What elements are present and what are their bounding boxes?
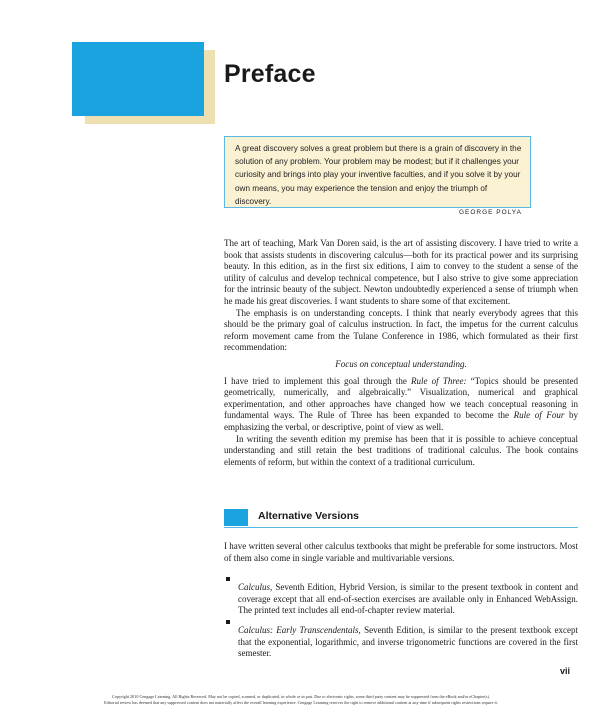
bullet-icon [226, 620, 230, 624]
section-intro [224, 541, 578, 564]
rule-of-three: Rule of Three: [410, 375, 467, 386]
paragraph-3-b: “Topics should be presented geometrically, numerically, and algebraically.” Visualization, numerical and graphical experimentation, and other approaches have changed how we teach conceptual reasoning in fundamental ways. The Rule of Three has been expanded to become the [224, 375, 579, 421]
section-intro-text: I have written several other calculus textbooks that might be preferable for some instructors. Most of them also come in single variable and multivariable versions. [224, 541, 578, 563]
epigraph-author: GEORGE POLYA [458, 209, 522, 217]
list-item-title: Calculus: Early Transcendentals, [238, 625, 361, 635]
section-rule [224, 527, 578, 528]
footer-line-2: Editorial review has deemed that any suppressed content does not materially affect the overall learning experience. Cengage Learning reserves the right to remove additional content at any time if subsequent rights restrictions require it. [104, 700, 498, 705]
rule-of-four: Rule of Four [513, 410, 565, 421]
section-heading: Alternative Versions [258, 510, 359, 522]
page-title: Preface [224, 60, 316, 88]
epigraph-box [224, 136, 531, 217]
paragraph-1: The art of teaching, Mark Van Doren said, is the art of assisting discovery. I have tried to write a book that assists students in discovering calculus—both for its practical power and its surprising beauty. In this edition, as in the first six editions, I aim to convey to the student a sense of the utility of calculus and develop technical competence, but I also strive to give some appreciation for the intrinsic beauty of the subject. Newton undoubtedly experienced a sense of triumph when he made his great discoveries. I want students to share some of that excitement. [224, 238, 578, 306]
section-marker [224, 509, 248, 526]
paragraph-4: In writing the seventh edition my premise has been that it is possible to achieve conceptual understanding and still retain the best traditions of traditional calculus. The book contains elements of reform, but within the context of a traditional curriculum. [224, 433, 578, 467]
paragraph-3-c: by emphasizing the verbal, or descriptive, point of view as well. [224, 410, 579, 432]
page-number: vii [560, 666, 571, 676]
list-item-body: Seventh Edition, is similar to the present textbook except that the exponential, logarithmic, and inverse trigonometric functions are covered in the first semester. [238, 625, 578, 659]
footer-line-1: Copyright 2010 Cengage Learning. All Rights Reserved. May not be copied, scanned, or duplicated, in whole or in part. Due to electronic rights, some third party content may be suppressed from the eBook and/or eChapter(s). [112, 694, 490, 699]
list-item-title: Calculus, [238, 582, 273, 592]
list-item-text [238, 582, 578, 617]
preface-body [224, 238, 578, 468]
paragraph-3-a: I have tried to implement this goal through the [224, 375, 411, 386]
paragraph-3 [224, 376, 578, 434]
paragraph-2: The emphasis is on understanding concepts. I think that nearly everybody agrees that this should be the primary goal of calculus instruction. In fact, the impetus for the current calculus reform movement came from the Tulane Conference in 1986, which formulated as their first recommendation: [224, 307, 578, 353]
epigraph-text: A great discovery solves a great problem but there is a grain of discovery in the solution of any problem. Your problem may be modest; but if it challenges your curiosity and brings into play your inventive faculties, and if you solve it by your own means, you may experience the tension and enjoy the triumph of discovery. [235, 144, 522, 206]
focus-statement: Focus on conceptual understanding. [335, 358, 467, 369]
list-item-text [238, 625, 578, 660]
list-item-body: Seventh Edition, Hybrid Version, is similar to the present textbook in content and coverage except that all end-of-section exercises are available only in Enhanced WebAssign. The printed text includes all end-of-chapter review material. [238, 582, 578, 616]
decorative-blue-block [72, 42, 204, 116]
copyright-footer [0, 694, 602, 706]
bullet-icon [226, 577, 230, 581]
list-item [224, 616, 578, 669]
